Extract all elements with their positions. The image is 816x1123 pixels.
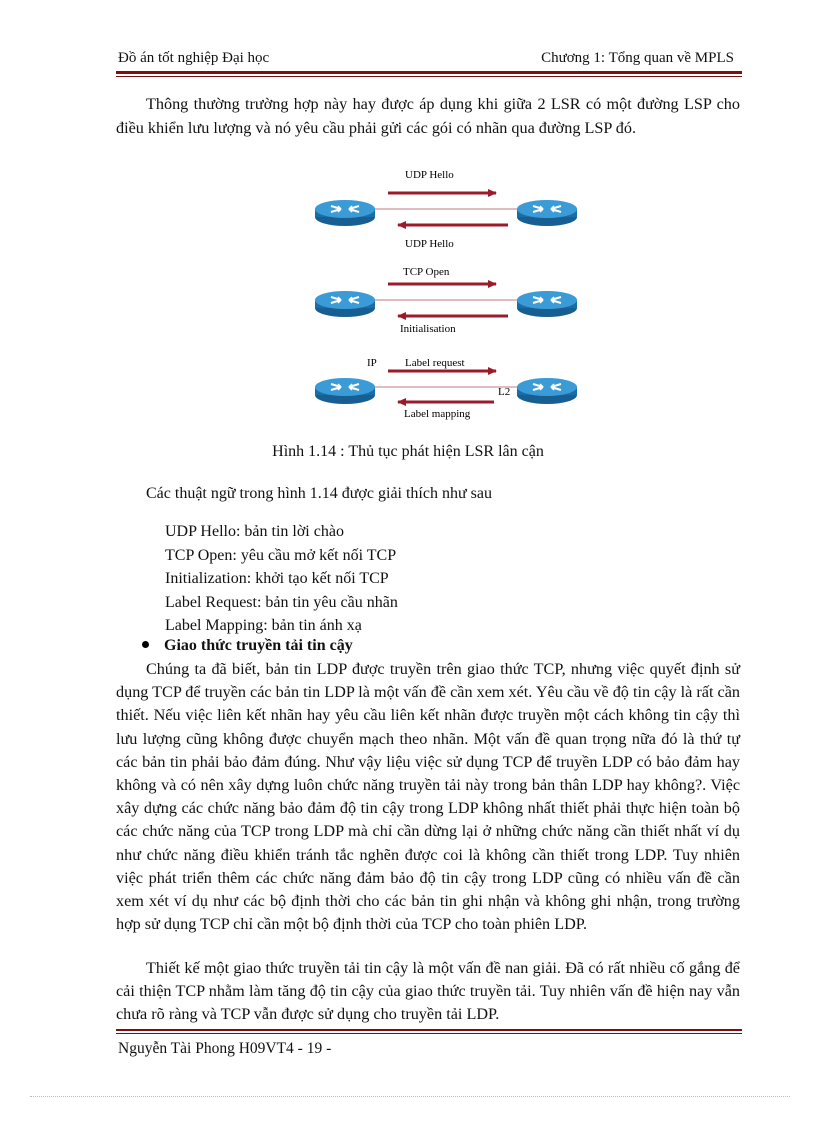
- header-chapter-title: Chương 1: Tổng quan về MPLS: [541, 50, 734, 66]
- term-item: Label Request: bản tin yêu cầu nhãn: [165, 593, 398, 611]
- label-ip: IP: [367, 357, 377, 369]
- router-icon: [517, 378, 577, 404]
- header-left-title: Đồ án tốt nghiệp Đại học: [118, 50, 270, 66]
- label-initialisation: Initialisation: [400, 323, 456, 335]
- section-heading-text: Giao thức truyền tải tin cậy: [164, 637, 353, 654]
- page-footer: Nguyễn Tài Phong H09VT4 - 19 -: [118, 1040, 332, 1057]
- body-paragraph: Thiết kế một giao thức truyền tải tin cậy là một vấn đề nan giải. Đã có rất nhiều cố gắng để cải thiện TCP nhằm làm tăng độ tin cậy của giao thức truyền tải. Tuy nhiên vấn đề hiện nay vẫn chưa rõ ràng và TCP vẫn được sử dụng cho truyền tải LDP.: [116, 959, 740, 1024]
- router-icon: [315, 291, 375, 317]
- router-icon: [315, 378, 375, 404]
- ldp-discovery-figure: [300, 160, 600, 430]
- panel-label-exchange: [315, 357, 577, 420]
- terms-intro: Các thuật ngữ trong hình 1.14 được giải thích như sau: [146, 485, 492, 502]
- label-udp-hello-bottom: UDP Hello: [405, 238, 454, 250]
- terms-list: [165, 520, 398, 638]
- body-paragraph: Chúng ta đã biết, bản tin LDP được truyền trên giao thức TCP, nhưng việc quyết định sử dụng TCP để truyền các bản tin LDP là một vấn đề cần xem xét. Yêu cầu về độ tin cậy là rất cần thiết. Nếu việc liên kết nhãn hay yêu cầu liên kết nhãn được truyền một cách không tin cậy thì lưu lượng cũng không được chuyển mạch theo nhãn. Một vấn đề quan trọng nữa đó là thứ tự các bản tin phải bảo đảm đúng. Như vậy liệu việc sử dụng TCP để truyền LDP có bảo đảm hay không và có nên xây dựng luôn chức năng truyền tải này trong bản thân LDP hay không?. Việc xây dựng các chức năng bảo đảm độ tin cậy trong LDP không nhất thiết phải thực hiện toàn bộ các chức năng của TCP trong LDP mà chỉ cần dừng lại ở những chức năng cần thiết nhất ví dụ như chức năng điều khiển tránh tắc nghẽn được coi là không cần thiết trong LDP. Tuy nhiên việc phát triển thêm các chức năng đảm bảo độ tin cậy trong LDP cũng có nhiều vấn đề cần xem xét ví dụ như các bộ định thời cho các bản tin ghi nhận và không ghi nhận, trong trường hợp sử dụng TCP chỉ cần một bộ định thời của TCP cho toàn phiên LDP.: [116, 660, 740, 934]
- footer-rule: [116, 1027, 742, 1034]
- term-item: UDP Hello: bản tin lời chào: [165, 523, 344, 540]
- panel-udp-hello: [315, 169, 577, 250]
- router-icon: [517, 291, 577, 317]
- router-icon: [315, 200, 375, 226]
- intro-paragraph: Thông thường trường hợp này hay được áp dụng khi giữa 2 LSR có một đường LSP cho điều khiển lưu lượng và nó yêu cầu phải gửi các gói có nhãn qua đường LSP đó.: [116, 95, 740, 137]
- figure-caption: Hình 1.14 : Thủ tục phát hiện LSR lân cận: [272, 443, 544, 460]
- term-item: TCP Open: yêu cầu mở kết nối TCP: [165, 546, 397, 564]
- term-item: Initialization: khởi tạo kết nối TCP: [165, 570, 389, 587]
- panel-tcp-open: [315, 266, 577, 335]
- header-rule: [116, 71, 742, 77]
- label-tcp-open: TCP Open: [403, 266, 450, 278]
- label-l2: L2: [498, 386, 511, 398]
- router-icon: [517, 200, 577, 226]
- term-item: Label Mapping: bản tin ánh xạ: [165, 617, 362, 634]
- label-udp-hello-top: UDP Hello: [405, 169, 454, 181]
- label-label-request: Label request: [405, 357, 465, 369]
- bullet-icon: [142, 641, 149, 648]
- page-divider: [30, 1096, 790, 1097]
- label-label-mapping: Label mapping: [404, 408, 471, 420]
- section-heading: [142, 637, 353, 655]
- page-header: [118, 50, 740, 70]
